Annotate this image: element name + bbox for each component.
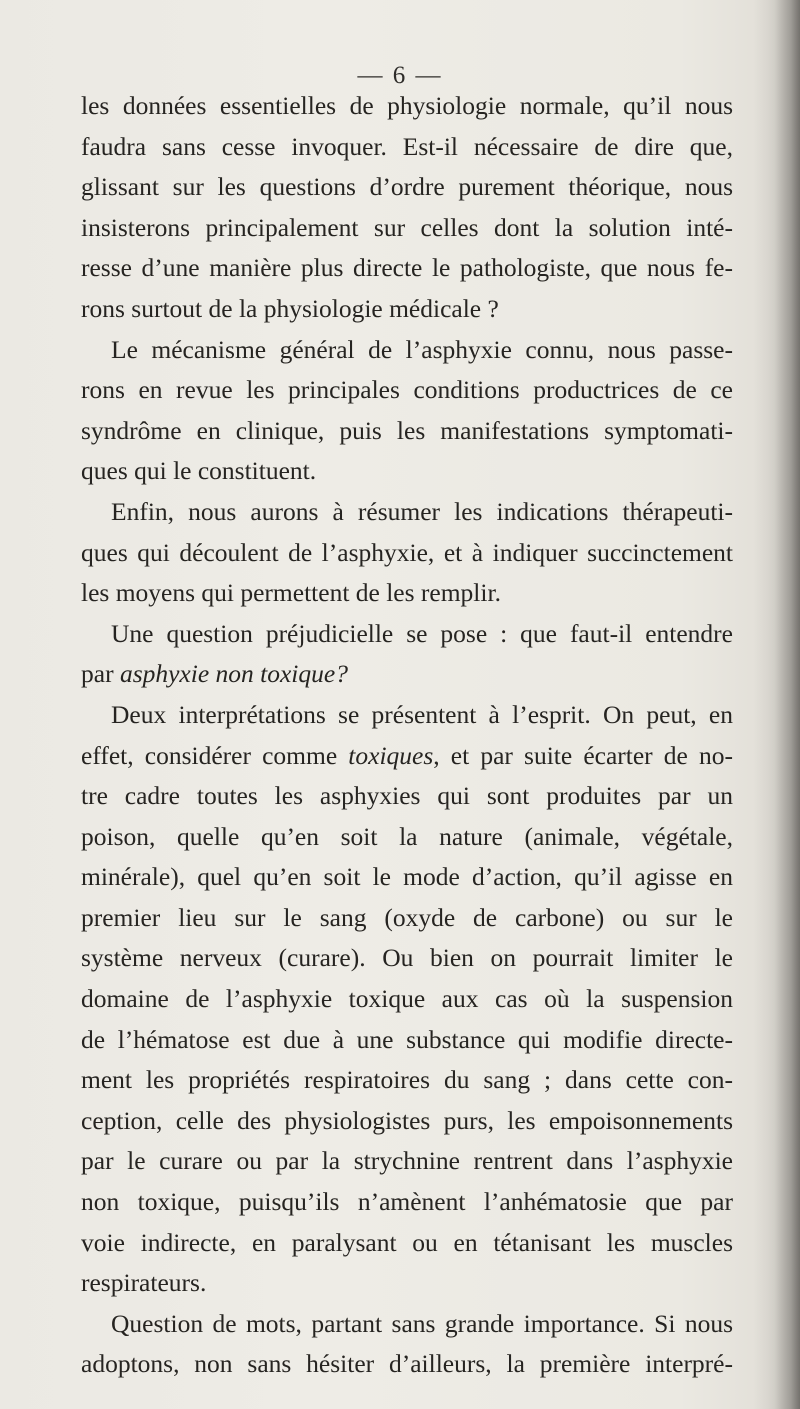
page-edge-shadow (754, 0, 800, 1409)
text-line: respirateurs. (81, 1268, 207, 1298)
text-line: Deux interprétations se présentent à l’esprit. On peut, en (111, 699, 733, 729)
text-line: resse d’une manière plus directe le pathologiste, que nous fe- (81, 253, 733, 283)
text-line: Une question préjudicielle se pose : que faut-il entendre (111, 618, 733, 648)
text-line: domaine de l’asphyxie toxique aux cas où la suspension (81, 984, 733, 1014)
text-line: rons surtout de la physiologie médicale ? (81, 293, 499, 323)
text-line: système nerveux (curare). Ou bien on pourrait limiter le (81, 943, 733, 973)
text-line: voie indirecte, en paralysant ou en tétanisant les muscles (81, 1227, 733, 1257)
text-line: insisterons principalement sur celles dont la solution inté- (81, 212, 733, 242)
text-line: ception, celle des physiologistes purs, les empoisonnements (81, 1105, 733, 1135)
text-line: ques qui découlent de l’asphyxie, et à indiquer succinctement (81, 537, 733, 567)
text-line: syndrôme en clinique, puis les manifestations symptomati- (81, 415, 733, 445)
text-line: ment les propriétés respiratoires du sang ; dans cette con- (81, 1065, 733, 1095)
text-line: Le mécanisme général de l’asphyxie connu, nous passe- (111, 334, 733, 364)
text-segment: effet, considérer comme (81, 740, 349, 770)
text-segment: par (81, 659, 120, 689)
text-line (81, 736, 733, 777)
text-line: non toxique, puisqu’ils n’amènent l’anhématosie que par (81, 1187, 733, 1217)
italic-term: toxiques (348, 740, 434, 770)
text-line: adoptons, non sans hésiter d’ailleurs, la première interpré- (81, 1349, 733, 1379)
italic-term: asphyxie non toxique? (119, 659, 348, 689)
page-number: — 6 — (357, 62, 443, 89)
text-line: par le curare ou par la strychnine rentrent dans l’asphyxie (81, 1146, 733, 1176)
text-line: de l’hématose est due à une substance qui modifie directe- (81, 1024, 733, 1054)
text-line: les moyens qui permettent de les remplir. (81, 578, 501, 608)
text-line: faudra sans cesse invoquer. Est-il nécessaire de dire que, (81, 131, 733, 161)
text-line: les données essentielles de physiologie normale, qu’il nous (81, 91, 733, 120)
text-line: rons en revue les principales conditions productrices de ce (81, 375, 733, 405)
text-line: Question de mots, partant sans grande importance. Si nous (111, 1308, 733, 1338)
text-line: glissant sur les questions d’ordre purement théorique, nous (81, 172, 733, 202)
body-text (81, 86, 733, 1385)
text-line: premier lieu sur le sang (oxyde de carbone) ou sur le (81, 902, 733, 932)
text-line: poison, quelle qu’en soit la nature (animale, végétale, (81, 821, 733, 851)
text-line: Enfin, nous aurons à résumer les indications thérapeuti- (111, 496, 733, 526)
text-segment: , et par suite écarter de no- (433, 740, 734, 770)
text-line: minérale), quel qu’en soit le mode d’action, qu’il agisse en (81, 862, 733, 892)
text-line: ques qui le constituent. (81, 456, 317, 486)
text-line: tre cadre toutes les asphyxies qui sont produites par un (81, 781, 733, 811)
text-line (81, 654, 733, 695)
